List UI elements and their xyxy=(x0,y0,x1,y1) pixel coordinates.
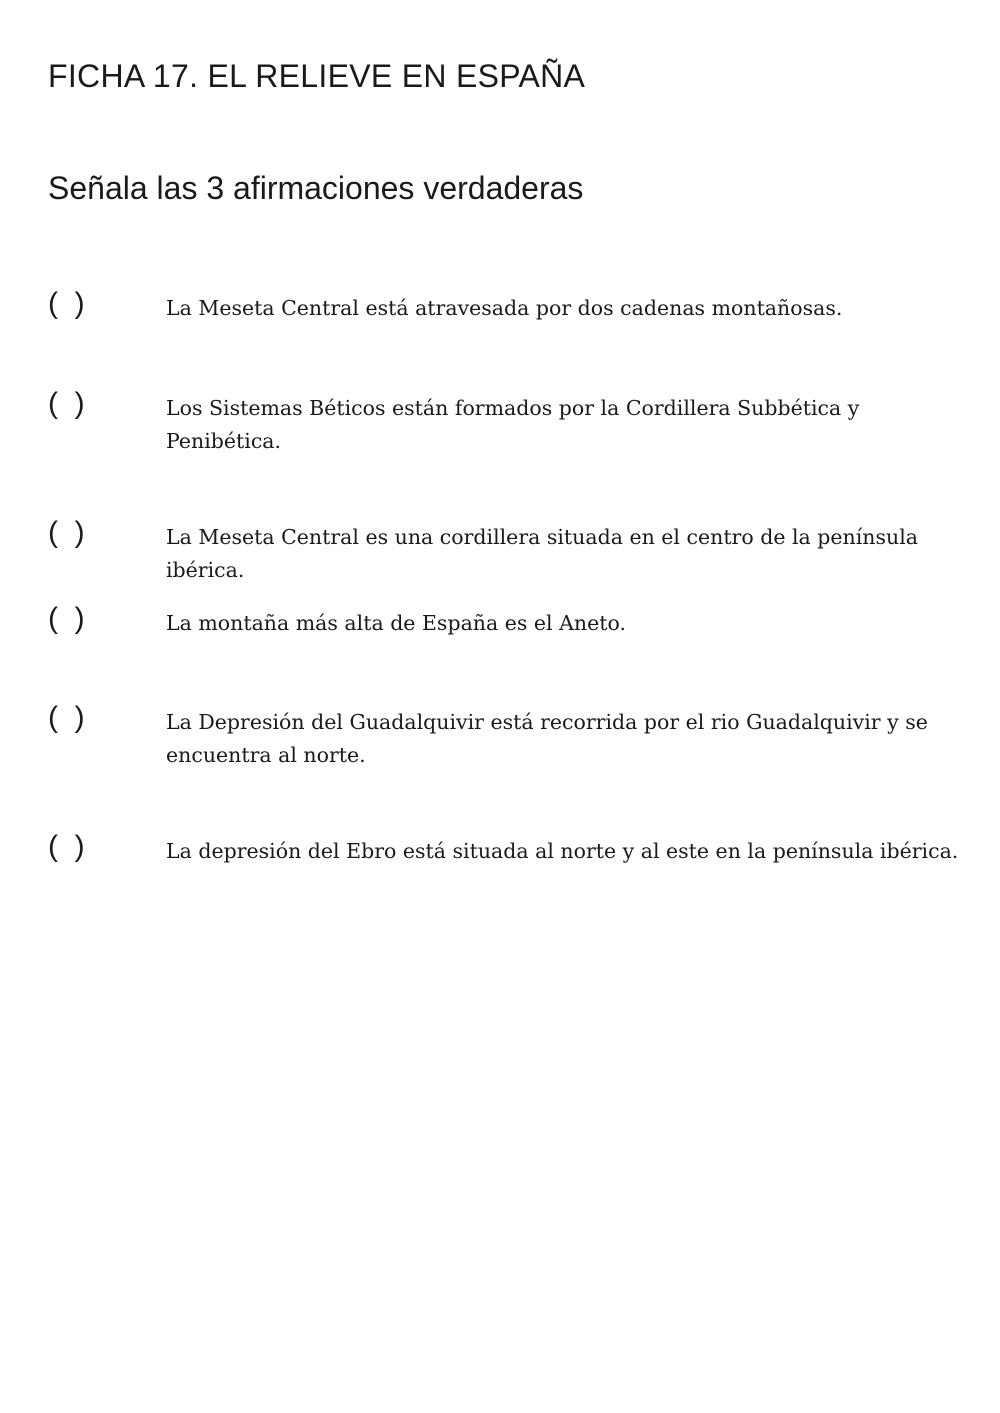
answer-checkbox[interactable]: ( ) xyxy=(48,701,85,734)
answer-checkbox[interactable]: ( ) xyxy=(48,387,85,420)
answer-checkbox[interactable]: ( ) xyxy=(48,602,85,635)
answer-checkbox[interactable]: ( ) xyxy=(48,830,85,863)
statement-text: La Meseta Central está atravesada por dos cadenas montañosas. xyxy=(166,296,843,320)
statement-text: La Depresión del Guadalquivir está recorrida por el rio Guadalquivir y se encuentra al norte. xyxy=(166,710,928,767)
answer-checkbox[interactable]: ( ) xyxy=(48,287,85,320)
statement-text: Los Sistemas Béticos están formados por la Cordillera Subbética y Penibética. xyxy=(166,396,860,453)
statement-text: La depresión del Ebro está situada al norte y al este en la península ibérica. xyxy=(166,839,959,863)
instruction-text: Señala las 3 afirmaciones verdaderas xyxy=(48,170,584,206)
statement-text: La Meseta Central es una cordillera situada en el centro de la península ibérica. xyxy=(166,525,919,582)
answer-checkbox[interactable]: ( ) xyxy=(48,516,85,549)
statement-text: La montaña más alta de España es el Aneto. xyxy=(166,611,626,635)
page-title: FICHA 17. EL RELIEVE EN ESPAÑA xyxy=(48,58,586,94)
